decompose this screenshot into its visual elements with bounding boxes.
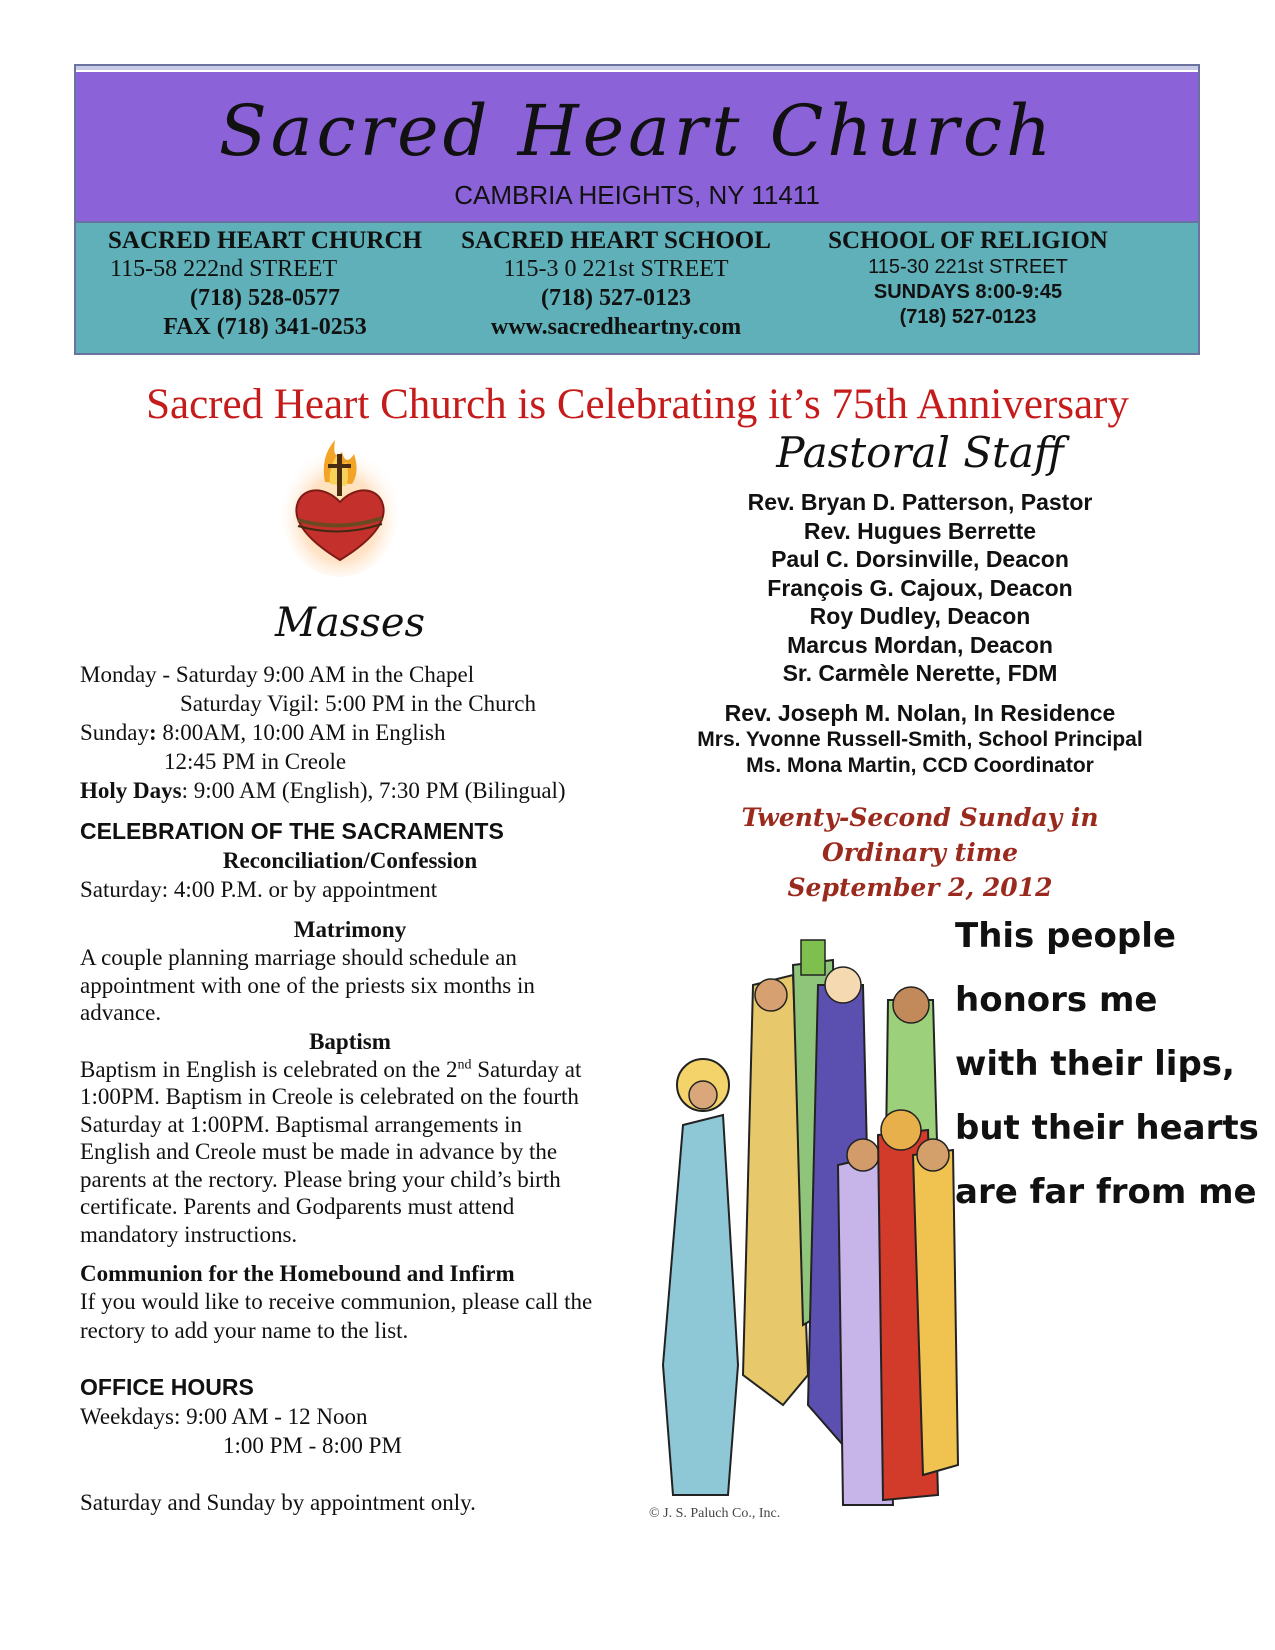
baptism-text bbox=[80, 1056, 590, 1249]
staff-member: Paul C. Dorsinville, Deacon bbox=[771, 546, 1069, 572]
communion-heading: Communion for the Homebound and Infirm bbox=[80, 1261, 515, 1286]
office-hours-heading: OFFICE HOURS bbox=[80, 1374, 254, 1400]
masses-vigil: Saturday Vigil: 5:00 PM in the Church bbox=[180, 691, 536, 716]
school-website[interactable]: www.sacredheartny.com bbox=[490, 314, 742, 340]
quote-line: This people bbox=[955, 916, 1176, 956]
masses-holy-days bbox=[80, 776, 620, 805]
church-address: 115-58 222nd STREET bbox=[110, 256, 338, 282]
staff-member: Roy Dudley, Deacon bbox=[809, 603, 1031, 629]
religion-phone: (718) 527-0123 bbox=[899, 306, 1037, 328]
office-weekdays: Weekdays: 9:00 AM - 12 Noon bbox=[80, 1404, 368, 1429]
sacred-heart-icon bbox=[280, 432, 400, 582]
church-title: Sacred Heart Church bbox=[218, 90, 1056, 172]
quote-line: are far from me bbox=[955, 1172, 1257, 1212]
school-phone: (718) 527-0123 bbox=[541, 285, 691, 311]
sacraments-heading: CELEBRATION OF THE SACRAMENTS bbox=[80, 818, 504, 844]
baptism-superscript: nd bbox=[457, 1056, 472, 1072]
church-contact-heading: SACRED HEART CHURCH bbox=[108, 227, 422, 254]
left-column bbox=[80, 660, 620, 1517]
holy-days-label: Holy Days bbox=[80, 778, 182, 803]
matrimony-heading: Matrimony bbox=[293, 917, 407, 942]
communion-text: If you would like to receive communion, please call the rectory to add your name to the list. bbox=[80, 1289, 593, 1343]
school-contact bbox=[456, 227, 776, 342]
religion-hours: SUNDAYS 8:00-9:45 bbox=[873, 281, 1063, 303]
religion-address: 115-30 221st STREET bbox=[868, 256, 1068, 278]
staff-member: Sr. Carmèle Nerette, FDM bbox=[782, 660, 1058, 686]
quote-line: honors me bbox=[955, 980, 1158, 1020]
staff-member: François G. Cajoux, Deacon bbox=[767, 574, 1073, 601]
liturgy-line-1: Twenty-Second Sunday in bbox=[741, 803, 1099, 832]
church-city: CAMBRIA HEIGHTS, NY 11411 bbox=[454, 180, 820, 210]
title-band bbox=[76, 72, 1198, 223]
school-contact-heading: SACRED HEART SCHOOL bbox=[461, 227, 771, 254]
holy-days-times: : 9:00 AM (English), 7:30 PM (Bilingual) bbox=[181, 778, 566, 803]
pastoral-staff-heading: Pastoral Staff bbox=[776, 428, 1064, 477]
office-weekend: Saturday and Sunday by appointment only. bbox=[80, 1490, 476, 1515]
office-evening: 1:00 PM - 8:00 PM bbox=[223, 1433, 402, 1458]
matrimony-text: A couple planning marriage should schedule an appointment with one of the priests six months in advance. bbox=[80, 945, 535, 1025]
church-fax: FAX (718) 341-0253 bbox=[163, 314, 367, 340]
masthead bbox=[74, 64, 1200, 355]
staff-member: Rev. Bryan D. Patterson, Pastor bbox=[747, 489, 1093, 515]
church-contact bbox=[100, 227, 430, 342]
reconciliation-heading: Reconciliation/Confession bbox=[222, 848, 478, 873]
baptism-heading: Baptism bbox=[309, 1028, 391, 1054]
staff-other: Mrs. Yvonne Russell-Smith, School Principal bbox=[697, 727, 1143, 751]
masses-sunday-creole: 12:45 PM in Creole bbox=[164, 749, 347, 774]
masses-weekday: Monday - Saturday 9:00 AM in the Chapel bbox=[80, 662, 475, 687]
religion-contact-heading: SCHOOL OF RELIGION bbox=[828, 227, 1108, 254]
pastoral-staff-list bbox=[640, 488, 1200, 779]
art-credit: © J. S. Paluch Co., Inc. bbox=[649, 1506, 781, 1521]
staff-other: Ms. Mona Martin, CCD Coordinator bbox=[746, 753, 1094, 777]
liturgy-line-2: Ordinary time bbox=[821, 838, 1019, 867]
church-phone: (718) 528-0577 bbox=[190, 285, 340, 311]
contact-band bbox=[76, 223, 1198, 353]
sunday-colon: : bbox=[149, 720, 157, 745]
baptism-text-a: Baptism in English is celebrated on the 2 bbox=[80, 1056, 458, 1082]
staff-member: Marcus Mordan, Deacon bbox=[787, 631, 1053, 658]
masthead-top-rule bbox=[76, 66, 1198, 70]
anniversary-banner: Sacred Heart Church is Celebrating it’s 75th Anniversary bbox=[146, 381, 1129, 428]
masses-sunday bbox=[80, 718, 620, 747]
staff-other: Rev. Joseph M. Nolan, In Residence bbox=[724, 699, 1116, 726]
staff-member: Rev. Hugues Berrette bbox=[803, 517, 1037, 544]
sunday-label: Sunday bbox=[80, 720, 149, 745]
religion-contact bbox=[828, 227, 1108, 330]
sunday-times: 8:00AM, 10:00 AM in English bbox=[156, 720, 446, 745]
masses-heading: Masses bbox=[274, 600, 426, 646]
quote-line: with their lips, bbox=[955, 1044, 1235, 1084]
quote-line: but their hearts bbox=[955, 1108, 1259, 1148]
baptism-text-b: Saturday at 1:00PM. Baptism in Creole is celebrated on the fourth Saturday at 1:00PM. Baptismal arrangements in English and Creole must be made in advance by the parents at the rectory. Please bring your child’s birth certificate. Parents and Godparents must attend mandatory instructions. bbox=[80, 1056, 582, 1247]
gospel-illustration bbox=[643, 905, 1259, 1530]
reconciliation-text: Saturday: 4:00 P.M. or by appointment bbox=[80, 877, 438, 902]
school-address: 115-3 0 221st STREET bbox=[503, 256, 729, 282]
liturgical-date bbox=[640, 800, 1200, 905]
liturgy-date: September 2, 2012 bbox=[787, 873, 1053, 902]
